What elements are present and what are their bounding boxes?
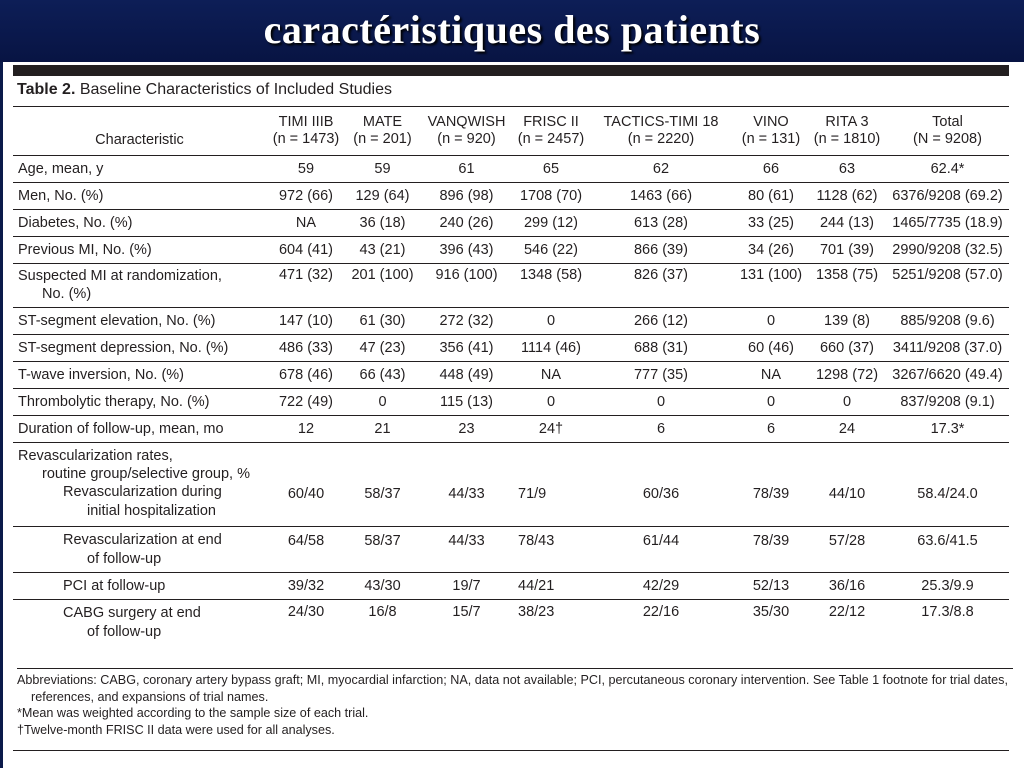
table-cell: 44/10 (808, 483, 886, 527)
table-top-rule (13, 65, 1009, 76)
table-cell: 916 (100) (419, 264, 514, 308)
row-label: Revascularization at end of follow-up (13, 527, 266, 573)
table-cell: 0 (588, 389, 734, 416)
table-cell: 201 (100) (346, 264, 419, 308)
table-cell: 33 (25) (734, 210, 808, 237)
table-cell: 266 (12) (588, 308, 734, 335)
table-cell: 0 (514, 308, 588, 335)
row-label: Diabetes, No. (%) (13, 210, 266, 237)
table-row (13, 237, 1009, 264)
row-label: PCI at follow-up (13, 573, 266, 600)
table-cell: 80 (61) (734, 183, 808, 210)
table-cell: 240 (26) (419, 210, 514, 237)
table-cell: 885/9208 (9.6) (886, 308, 1009, 335)
table-cell: 39/32 (266, 573, 346, 600)
table-cell: 60/40 (266, 483, 346, 527)
table-row (13, 527, 1009, 573)
table-cell: 36/16 (808, 573, 886, 600)
table-cell: 115 (13) (419, 389, 514, 416)
table-cell: 58/37 (346, 527, 419, 573)
row-label: Suspected MI at randomization, No. (%) (13, 264, 266, 308)
table-cell: 0 (734, 308, 808, 335)
table-cell: 0 (734, 389, 808, 416)
table-cell: 21 (346, 416, 419, 443)
table-cell: 486 (33) (266, 335, 346, 362)
table-cell: 17.3* (886, 416, 1009, 443)
row-label: Previous MI, No. (%) (13, 237, 266, 264)
column-header-mate: MATE (n = 201) (353, 114, 412, 147)
table-row (13, 264, 1009, 308)
table-cell: 64/58 (266, 527, 346, 573)
table-cell: 44/21 (514, 573, 588, 600)
table-cell: 61 (419, 156, 514, 183)
table-cell: 24 (808, 416, 886, 443)
table-cell: 448 (49) (419, 362, 514, 389)
table-row (13, 210, 1009, 237)
table-row (13, 362, 1009, 389)
table-cell: 25.3/9.9 (886, 573, 1009, 600)
table-cell: 58.4/24.0 (886, 483, 1009, 527)
table-cell: 15/7 (452, 604, 481, 620)
table-cell: 24† (514, 416, 588, 443)
footnote-abbreviations: Abbreviations: CABG, coronary artery bypass graft; MI, myocardial infarction; NA, data not available; PCI, percutaneous coronary intervention. See Table 1 footnote for trial dates, (17, 673, 1008, 687)
table-row (13, 308, 1009, 335)
table-cell: 63 (808, 156, 886, 183)
table-cell: 1114 (46) (514, 335, 588, 362)
table-cell: 546 (22) (514, 237, 588, 264)
table-cell: 1128 (62) (808, 183, 886, 210)
table-cell: 678 (46) (266, 362, 346, 389)
table-cell: 0 (514, 389, 588, 416)
column-header-vino: VINO (n = 131) (741, 114, 801, 147)
table-cell: 660 (37) (808, 335, 886, 362)
slide-title: caractéristiques des patients (263, 7, 761, 52)
row-label: Duration of follow-up, mean, mo (13, 416, 266, 443)
table-cell: 688 (31) (588, 335, 734, 362)
table-cell: 58/37 (346, 483, 419, 527)
table-row (13, 335, 1009, 362)
table-caption (17, 81, 392, 99)
table-cell: 78/39 (734, 527, 808, 573)
column-header-frisc-ii: FRISC II (n = 2457) (517, 114, 585, 147)
title-bar (0, 0, 1024, 62)
column-header-tactics-timi-18: TACTICS-TIMI 18 (n = 2220) (603, 114, 719, 147)
table-row (13, 156, 1009, 183)
table-cell: 42/29 (588, 573, 734, 600)
table-cell: 896 (98) (419, 183, 514, 210)
table-cell: 59 (346, 156, 419, 183)
table-cell: 1463 (66) (588, 183, 734, 210)
footnote-frisc: †Twelve-month FRISC II data were used for all analyses. (17, 722, 335, 737)
column-header-total: Total (N = 9208) (913, 114, 982, 147)
table-cell: 272 (32) (419, 308, 514, 335)
table-row (13, 600, 1009, 646)
table-cell: 299 (12) (514, 210, 588, 237)
footnote-abbreviations-cont: references, and expansions of trial names. (31, 689, 269, 704)
table-cell: 131 (100) (734, 264, 808, 308)
table-cell: NA (266, 210, 346, 237)
table-cell: 44/33 (419, 483, 514, 527)
table-row (13, 573, 1009, 600)
table-cell: 22/12 (828, 604, 866, 620)
table-cell: 23 (419, 416, 514, 443)
row-label: T-wave inversion, No. (%) (13, 362, 266, 389)
table-cell: 6376/9208 (69.2) (886, 183, 1009, 210)
table-cell: 60/36 (588, 483, 734, 527)
table-cell: 722 (49) (266, 389, 346, 416)
table-footnotes (17, 668, 1013, 738)
table-number: Table 2. (17, 81, 76, 98)
table-cell: 65 (514, 156, 588, 183)
revascularization-header-row (13, 443, 1009, 483)
table-cell: 66 (43) (346, 362, 419, 389)
table-row (13, 416, 1009, 443)
column-header-rita-3: RITA 3 (n = 1810) (813, 114, 881, 147)
row-label: Revascularization during initial hospitalization (13, 483, 266, 527)
table-cell: 6 (588, 416, 734, 443)
table-cell: 396 (43) (419, 237, 514, 264)
table-row (13, 183, 1009, 210)
table-cell: 244 (13) (808, 210, 886, 237)
table-cell: 66 (734, 156, 808, 183)
row-label: CABG surgery at end of follow-up (63, 604, 201, 640)
header-row (13, 107, 1009, 156)
table-cell: 0 (346, 389, 419, 416)
table-cell: 3411/9208 (37.0) (886, 335, 1009, 362)
table-cell: 701 (39) (808, 237, 886, 264)
column-header-vanqwish: VANQWISH (n = 920) (427, 114, 506, 147)
table-cell: 47 (23) (346, 335, 419, 362)
row-label: Men, No. (%) (13, 183, 266, 210)
table-cell: 12 (266, 416, 346, 443)
table-cell: 139 (8) (808, 308, 886, 335)
table-cell: 61 (30) (346, 308, 419, 335)
table-cell: 62 (588, 156, 734, 183)
table-cell: 5251/9208 (57.0) (886, 264, 1009, 308)
table-bottom-rule (13, 750, 1009, 751)
table-cell: 613 (28) (588, 210, 734, 237)
table-row (13, 483, 1009, 527)
table-cell: 43/30 (346, 573, 419, 600)
table-cell: 356 (41) (419, 335, 514, 362)
table-cell: 60 (46) (734, 335, 808, 362)
table-panel (3, 62, 1024, 768)
table-caption-text: Baseline Characteristics of Included Studies (79, 81, 393, 98)
footnote-mean: *Mean was weighted according to the sample size of each trial. (17, 706, 369, 720)
table-cell: 837/9208 (9.1) (886, 389, 1009, 416)
column-header-characteristic: Characteristic (95, 132, 184, 148)
column-header-timi-iiib: TIMI IIIB (n = 1473) (272, 114, 340, 147)
baseline-table (13, 106, 1009, 646)
row-label: Age, mean, y (13, 156, 266, 183)
table-row (13, 389, 1009, 416)
table-cell: 34 (26) (734, 237, 808, 264)
revascularization-label: Revascularization rates, routine group/selective group, % (18, 447, 250, 482)
table-cell: 36 (18) (346, 210, 419, 237)
table-cell: 16/8 (368, 604, 397, 620)
table-cell: 35/30 (752, 604, 790, 620)
table-cell: 1465/7735 (18.9) (886, 210, 1009, 237)
table-cell: 24/30 (287, 604, 325, 620)
table-cell: 78/43 (514, 527, 588, 573)
table-cell: 78/39 (734, 483, 808, 527)
table-cell: 1298 (72) (808, 362, 886, 389)
table-cell: 61/44 (588, 527, 734, 573)
table-cell: 972 (66) (266, 183, 346, 210)
table-cell: 3267/6620 (49.4) (886, 362, 1009, 389)
table-cell: 1358 (75) (808, 264, 886, 308)
table-cell: 38/23 (518, 604, 555, 620)
table-cell: 866 (39) (588, 237, 734, 264)
table-cell: 63.6/41.5 (886, 527, 1009, 573)
table-cell: 19/7 (419, 573, 514, 600)
table-cell: 17.3/8.8 (921, 604, 974, 620)
table-cell: 6 (734, 416, 808, 443)
table-cell: 147 (10) (266, 308, 346, 335)
table-cell: 59 (266, 156, 346, 183)
table-cell: 1348 (58) (514, 264, 588, 308)
table-cell: 2990/9208 (32.5) (886, 237, 1009, 264)
table-cell: 604 (41) (266, 237, 346, 264)
table-cell: 777 (35) (588, 362, 734, 389)
table-cell: 1708 (70) (514, 183, 588, 210)
table-cell: 62.4* (886, 156, 1009, 183)
row-label: ST-segment depression, No. (%) (13, 335, 266, 362)
table-cell: 52/13 (734, 573, 808, 600)
table-cell: 43 (21) (346, 237, 419, 264)
table-cell: 22/16 (642, 604, 680, 620)
table-cell: NA (514, 362, 588, 389)
table-cell: NA (734, 362, 808, 389)
table-cell: 57/28 (808, 527, 886, 573)
table-cell: 44/33 (419, 527, 514, 573)
row-label: ST-segment elevation, No. (%) (13, 308, 266, 335)
table-cell: 0 (808, 389, 886, 416)
table-cell: 826 (37) (588, 264, 734, 308)
table-cell: 471 (32) (266, 264, 346, 308)
row-label: Thrombolytic therapy, No. (%) (13, 389, 266, 416)
table-cell: 129 (64) (346, 183, 419, 210)
table-cell: 71/9 (514, 483, 588, 527)
